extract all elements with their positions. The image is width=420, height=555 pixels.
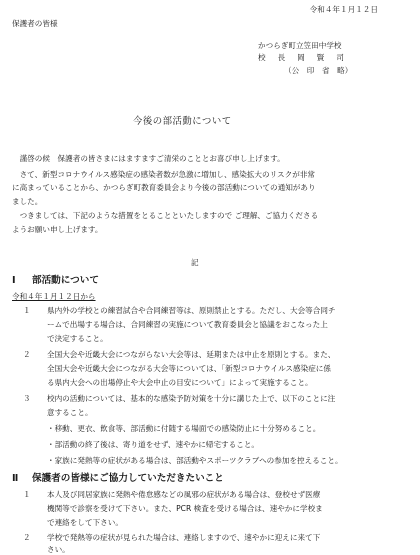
effective-date: 令和４年１月１２日から — [12, 292, 96, 301]
section-heading: 保護者の皆様にご協力していただきたいこと — [32, 473, 224, 484]
school-name: かつらぎ町立笠田中学校 — [258, 41, 342, 50]
intro-line: に高まっていることから、かつらぎ町教育委員会より今後の部活動についての通知があり — [12, 183, 316, 192]
intro-line: つきましては、下記のような措置をとることといたしますので ご理解、ご協力くださる — [12, 211, 319, 220]
section-number: Ⅱ — [12, 473, 19, 484]
item-line: 学校で発熱等の症状が見られた場合は、連絡しますので、速やかに迎えに来て下 — [47, 533, 321, 542]
item-line: 機関等で診察を受けて下さい。また、PCR 検査を受ける場合は、速やかに学校ま — [47, 504, 323, 513]
item-line: 意すること。 — [47, 408, 93, 417]
greeting-line: 謹啓の候 保護者の皆さまにはますますご清栄のこととお喜び申し上げます。 — [12, 154, 285, 163]
item-number: １ — [23, 306, 31, 315]
item-line: 本人及び同居家族に発熱や倦怠感などの風邪の症状がある場合は、登校せず医療 — [47, 490, 321, 499]
intro-line: ようお願い申し上げます。 — [12, 225, 103, 234]
intro-line: ました。 — [12, 197, 43, 206]
item-line: で連絡をして下さい。 — [47, 518, 123, 527]
ki-marker: 記 — [191, 258, 199, 267]
section-number: Ⅰ — [12, 275, 16, 286]
item-line: 全国大会や近畿大会につながる大会等については、「新型コロナウイルス感染症に係 — [47, 364, 331, 373]
bullet-line: ・家族に発熱等の症状がある場合は、部活動やスポーツクラブへの参加を控えること。 — [47, 456, 343, 465]
item-line: 県内外の学校との練習試合や合同練習等は、原則禁止とする。ただし、大会等合同チ — [47, 306, 336, 315]
letter-date: 令和４年１月１２日 — [309, 5, 378, 14]
bullet-line: ・部活動の終了後は、寄り道をせず、速やかに帰宅すること。 — [47, 440, 260, 449]
item-line: る県内大会への出場停止や大会中止の目安について」によって実施すること。 — [47, 378, 313, 387]
principal-name: 校 長 岡 賢 司 — [258, 53, 347, 62]
item-line: で決定すること。 — [47, 334, 108, 343]
seal-omitted-note: （公 印 省 略） — [284, 66, 353, 75]
item-number: １ — [23, 490, 31, 499]
section-heading: 部活動について — [32, 275, 99, 286]
item-line: ームで出場する場合は、合同練習の実施について教育委員会と協議をおこなった上 — [47, 320, 328, 329]
item-line: 校内の活動については、基本的な感染予防対策を十分に講じた上で、以下のことに注 — [47, 394, 336, 403]
bullet-line: ・移動、更衣、飲食等、部活動に付随する場面での感染防止に十分努めること。 — [47, 424, 321, 433]
document-title: 今後の部活動について — [133, 116, 232, 127]
recipient: 保護者の皆様 — [12, 19, 58, 28]
item-line: 全国大会や近畿大会につながらない大会等は、延期または中止を原則とする。また、 — [47, 350, 336, 359]
item-number: ３ — [23, 394, 31, 403]
intro-line: さて、新型コロナウイルス感染症の感染者数が急激に増加し、感染拡大のリスクが非常 — [12, 170, 315, 179]
item-line: さい。 — [47, 545, 70, 554]
item-number: ２ — [23, 350, 31, 359]
item-number: ２ — [23, 533, 31, 542]
